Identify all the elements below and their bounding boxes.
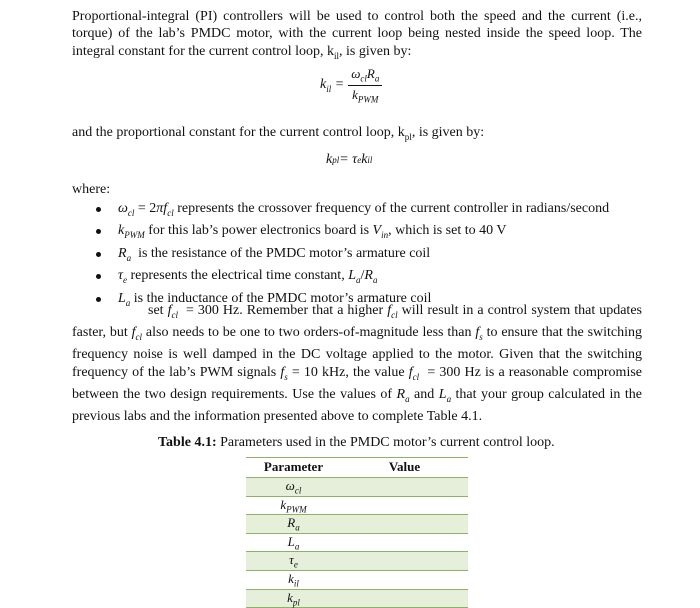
definitions-list — [92, 200, 652, 312]
param-cell: $k_{pl}$ — [246, 589, 341, 608]
param-cell: $\tau_e$ — [246, 552, 341, 571]
where-label: where: — [72, 182, 111, 197]
parameters-table — [246, 457, 468, 608]
eq1-lhs: $k_{il}$ = — [320, 76, 345, 94]
table-row — [246, 478, 468, 497]
value-cell[interactable] — [341, 570, 468, 589]
table-caption-text: Parameters used in the PMDC motor’s current control loop. — [220, 435, 555, 450]
table-row — [246, 570, 468, 589]
eq1-numerator: $\omega_{cl}R_a$ — [348, 66, 382, 86]
param-cell: $L_a$ — [246, 533, 341, 552]
equation-kil — [320, 66, 382, 104]
eq1-denominator: $k_{PWM}$ — [352, 86, 379, 105]
value-cell[interactable] — [341, 552, 468, 571]
table-row — [246, 515, 468, 534]
list-item: $R_a$ is the resistance of the PMDC motor’s armature coil — [92, 245, 652, 267]
table-row — [246, 552, 468, 571]
equation-kpl: k pl = τ e k il — [326, 152, 373, 167]
list-item: $\tau_e$ represents the electrical time constant, $L_a/R_a$ — [92, 267, 652, 289]
value-cell[interactable] — [341, 515, 468, 534]
intro-paragraph: Proportional-integral (PI) controllers will be used to control both the speed and the current (i.e., torque) of the lab’s PMDC motor, with the current loop being nested inside the speed loop. The integral constant for the current control loop, $k_{il}$, is given by: — [72, 9, 642, 61]
header-value: Value — [341, 458, 468, 478]
table-row — [246, 589, 468, 608]
list-item: $L_a$ is the inductance of the PMDC motor’s armature coil — [92, 290, 652, 312]
value-cell[interactable] — [341, 496, 468, 515]
param-cell: $R_a$ — [246, 515, 341, 534]
list-item: $k_{PWM}$ for this lab’s power electronics board is $V_{in}$, which is set to 40 V — [92, 222, 652, 244]
param-cell: $\omega_{cl}$ — [246, 478, 341, 497]
table-caption-label: Table 4.1: — [158, 435, 217, 450]
list-item: $\omega_{cl} = 2\pi f_{cl}$ represents the crossover frequency of the current controller in radians/second — [92, 200, 652, 222]
table-row — [246, 496, 468, 515]
value-cell[interactable] — [341, 478, 468, 497]
body-paragraph — [72, 302, 642, 426]
table-row — [246, 533, 468, 552]
param-cell: $k_{il}$ — [246, 570, 341, 589]
paragraph2-text: set $f_{cl} = 300$ Hz. Remember that a higher $f_{cl}$ will result in a control system that updates faster, but $f_{cl}$ also needs to be one to two orders-of-magnitude less than $f_s$ to ensure that the switching frequency noise is well damped in the DC voltage applied to the motor. Given that the switching frequency of the lab’s PWM signals $f_s = 10$ kHz, the value $f_{cl} = 300$ Hz is a reasonable compromise between the two design requirements. Use the values of $R_a$ and $L_a$ that your group calculated in the previous labs and the information presented above to complete Table 4.1. — [72, 303, 643, 425]
between-paragraph: and the proportional constant for the current control loop, $k_{pl}$, is given by: — [72, 125, 485, 142]
value-cell[interactable] — [341, 589, 468, 608]
table-header-row — [246, 458, 468, 478]
table-caption — [158, 435, 555, 451]
param-cell: $k_{PWM}$ — [246, 496, 341, 515]
eq1-fraction — [348, 66, 382, 104]
value-cell[interactable] — [341, 533, 468, 552]
header-parameter: Parameter — [246, 458, 341, 478]
